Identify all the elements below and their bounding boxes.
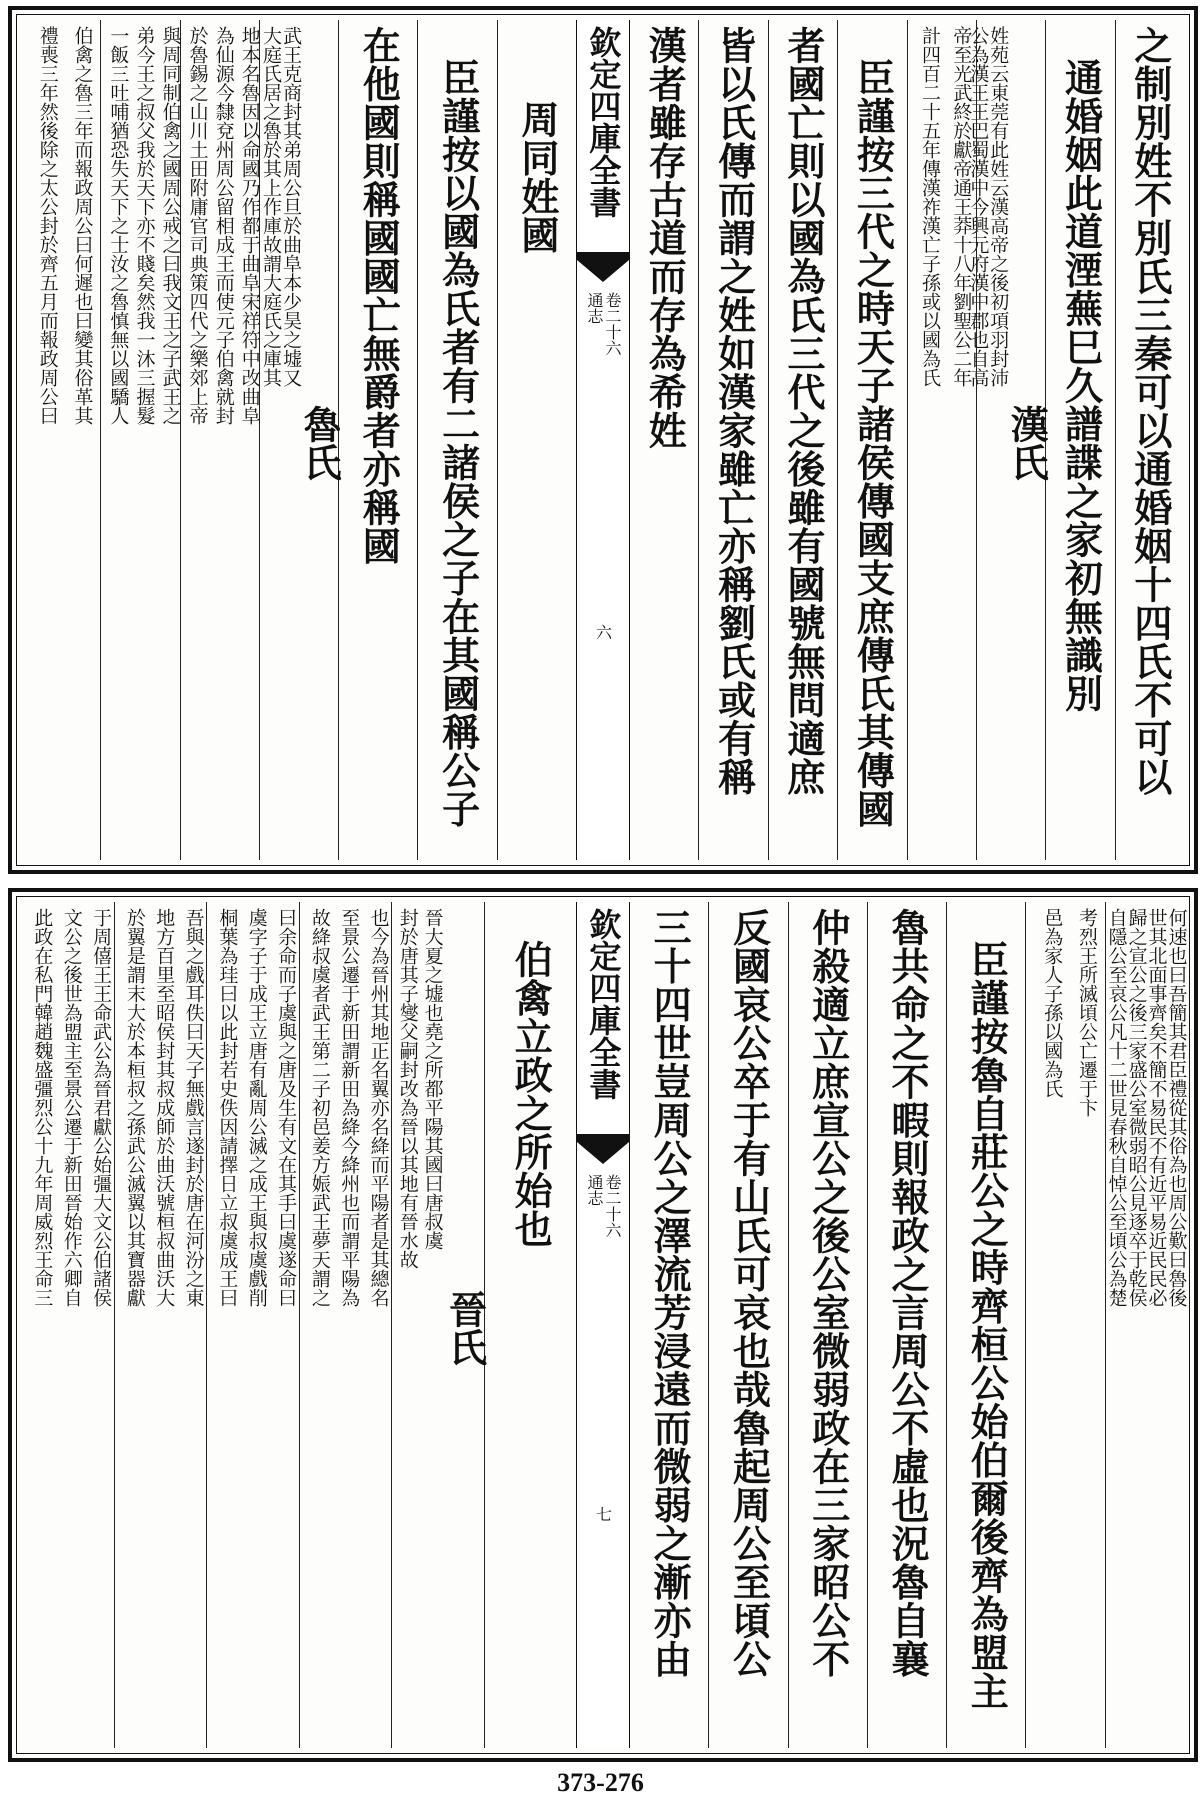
annotation-block [1105,902,1188,1748]
spine-title: 欽定四庫全書 [584,908,623,1100]
spine-volume: 卷二十六 [603,292,622,356]
annotation-line: 與周同制伯禽之國周公戒之曰我文王之子武王之 [159,26,182,425]
text-column [838,20,907,860]
text-column [260,20,343,860]
annotation-line: 計四百二十五年傳漢祚漢亡子孫或以國為氏 [918,26,941,387]
annotation-line: 吾與之戲耳佚曰天子無戲言遂封於唐在河汾之東 [182,908,205,1307]
main-text-line: 臣謹按三代之時天子諸侯傳國支庶傳氏其傳國 [850,58,896,828]
page-number: 373-276 [557,1768,644,1797]
text-column [699,20,768,860]
entry-heading: 魯氏 [297,405,343,481]
text-column [769,20,838,860]
annotation-line: 于周僖王王命武公為晉君獻公始彊大文公伯諸侯 [90,908,113,1307]
main-text-line: 三十四世豈周公之澤流芳浸遠而微弱之漸亦由 [647,908,693,1678]
bottom-center-spine [576,902,630,1748]
annotation-line: 桐葉為珪曰以此封若史佚因請擇日立叔虞成王曰 [216,908,239,1307]
annotation-block [22,902,114,1748]
top-right-page [630,20,1184,860]
entry-block [967,20,1050,860]
entry-block [260,20,343,860]
main-text-line: 仲殺適立庶宣公之後公室微弱政在三家昭公不 [805,908,851,1678]
main-text-line: 臣謹按魯自莊公之時齊桓公始伯爾後齊為盟主 [964,940,1010,1710]
text-column [709,902,788,1748]
annotation-line: 帝至光武終於獻帝通王莽十八年劉聖公二年 [950,26,973,387]
top-leaf [8,6,1198,874]
annotation-block [22,20,100,860]
main-text-line: 通婚姻此道湮蕪巳久譜諜之家初無識別 [1058,58,1104,713]
text-column [300,902,393,1748]
fishtail-mark [577,1134,629,1164]
annotation-block [115,902,207,1748]
text-column [947,902,1026,1748]
annotation-line: 至景公遷于新田謂新田為絳今絳州也而謂平陽為 [338,908,361,1307]
main-text-line: 魯共命之不暇則報政之言周公不虛也況魯自襄 [885,908,931,1678]
text-column [1046,20,1115,860]
annotation-line: 禮喪三年然後除之太公封於齊五月而報政周公曰 [36,26,59,425]
text-column [789,902,868,1748]
spine-book-title: 通志 [585,292,604,324]
fishtail-mark [577,252,629,282]
main-text-line: 反國哀公卒于有山氏可哀也哉魯起周公至頃公 [726,908,772,1678]
annotation-block [207,902,299,1748]
annotation-line: 也今為晉州其地正名翼亦名絳而平陽者是其總名 [367,908,390,1307]
main-text-line: 周同姓國 [514,100,560,254]
spine-title: 欽定四庫全書 [584,26,623,218]
top-left-page [22,20,576,860]
annotation-line: 世其北面事齊矣不簡不易民不有近平易近民民必 [1145,908,1168,1307]
annotation-line: 自隱公至哀公凡十二世見春秋自悼公至頃公為楚 [1105,908,1128,1307]
annotation-line: 一飯三吐哺猶恐失天下之士汝之魯慎無以國驕人 [107,26,130,425]
text-column [630,20,699,860]
main-text-line: 伯禽立政之所始也 [508,940,554,1248]
text-column [967,20,1050,860]
annotation-line: 封於唐其子燮父嗣封改為晉以其地有晉水故 [396,908,419,1269]
entry-heading: 晉氏 [442,1290,488,1366]
annotation-block [908,20,976,860]
annotation-line: 弟今王之叔父我於天下亦不賤矣然我一沐三握髮 [133,26,156,425]
bottom-right-page [630,902,1188,1748]
top-center-spine [576,20,630,860]
annotation-line: 大庭氏居之魯於其上作庫故謂大庭氏之庫其 [260,26,283,387]
text-column [1116,20,1184,860]
bottom-leaf-pages [22,902,1188,1748]
annotation-line: 武王克商封其弟周公旦於曲阜本少昊之墟又 [280,26,303,387]
main-text-line: 臣謹按以國為氏者有二諸侯之子在其國稱公子 [435,58,481,828]
main-text-line: 漢者雖存古道而存為希姓 [642,26,688,450]
text-column [115,902,208,1748]
annotation-line: 於魯錫之山川土田附庸官司典策四代之樂郊上帝 [186,26,209,425]
annotation-line: 虞字子于成王立唐有亂周公滅之成王與叔虞戲削 [245,908,268,1307]
spine-volume: 卷二十六 [603,1174,622,1238]
spine-folio: 七 [593,1506,613,1522]
annotation-line: 公為漢王王巴蜀漢中今興元府漢中郡也自高 [967,26,990,387]
annotation-line: 地本名魯因以命國乃作都于曲阜宋祥符中改曲阜 [238,26,261,425]
annotation-line: 姓苑云東莞有此姓云漢高帝之後初項羽封沛 [987,26,1010,387]
spine-info [577,1174,629,1238]
text-column [498,20,576,860]
annotation-line: 邑為家人子孫以國為氏 [1041,908,1064,1098]
text-column [22,902,115,1748]
annotation-line: 曰余命而子虞與之唐及生有文在其手曰虞遂命曰 [275,908,298,1307]
entry-block [392,902,488,1748]
text-column [418,20,497,860]
bottom-leaf [8,888,1198,1762]
annotation-line: 為仙源今隸兗州周公留相成王而使元子伯禽就封 [212,26,235,425]
annotation-line: 晉大夏之墟也堯之所都平陽其國曰唐叔虞 [421,908,444,1250]
text-column [1105,902,1188,1748]
main-text-line: 在他國則稱國國亡無爵者亦稱國 [356,26,402,565]
annotation-block [101,20,182,860]
entry-heading: 漢氏 [1004,405,1050,481]
text-column [207,902,300,1748]
text-column [392,902,488,1748]
annotation-line: 於翼是謂末大於本桓叔之孫武公滅翼以其寶器獻 [123,908,146,1307]
annotation-line: 文公之後世為盟主至景公遷于新田晉始作六卿自 [60,908,83,1307]
text-column [339,20,418,860]
annotation-line: 故絳叔虞者武王第二子初邑姜方娠武王夢天謂之 [308,908,331,1307]
text-column [868,902,947,1748]
annotation-block [300,902,392,1748]
annotation-line: 此政在私門韓趙魏盛彊烈公十九年周威烈王命三 [31,908,54,1307]
annotation-block [1026,902,1104,1748]
text-column [908,20,977,860]
spine-info [577,292,629,356]
spine-book-title: 通志 [585,1174,604,1206]
text-column [181,20,260,860]
text-column [630,902,709,1748]
annotation-line: 何速也曰吾簡其君臣禮從其俗為也周公歎曰魯後 [1165,908,1188,1307]
text-column [485,902,577,1748]
text-column [101,20,180,860]
main-text-line: 皆以氏傳而謂之姓如漢家雖亡亦稱劉氏或有稱 [711,26,757,796]
text-column [22,20,101,860]
main-text-line: 者國亡則以國為氏三代之後雖有國號無問適庶 [780,26,826,796]
text-column [1026,902,1105,1748]
spine-folio: 六 [593,624,613,640]
annotation-line: 地方百里至昭侯封其叔成師於曲沃號桓叔曲沃大 [153,908,176,1307]
annotation-line: 歸之宣公之後三家盛公室微弱昭公見逐卒于乾侯 [1125,908,1148,1307]
annotation-block [181,20,259,860]
bottom-left-page [22,902,576,1748]
top-leaf-pages [22,20,1184,860]
annotation-line: 伯禽之魯三年而報政周公曰何遲也曰變其俗革其 [71,26,94,425]
annotation-line: 考烈王所滅頃公亡遷于卞 [1075,908,1098,1117]
main-text-line: 之制別姓不別氏三秦可以通婚姻十四氏不可以 [1127,26,1173,796]
